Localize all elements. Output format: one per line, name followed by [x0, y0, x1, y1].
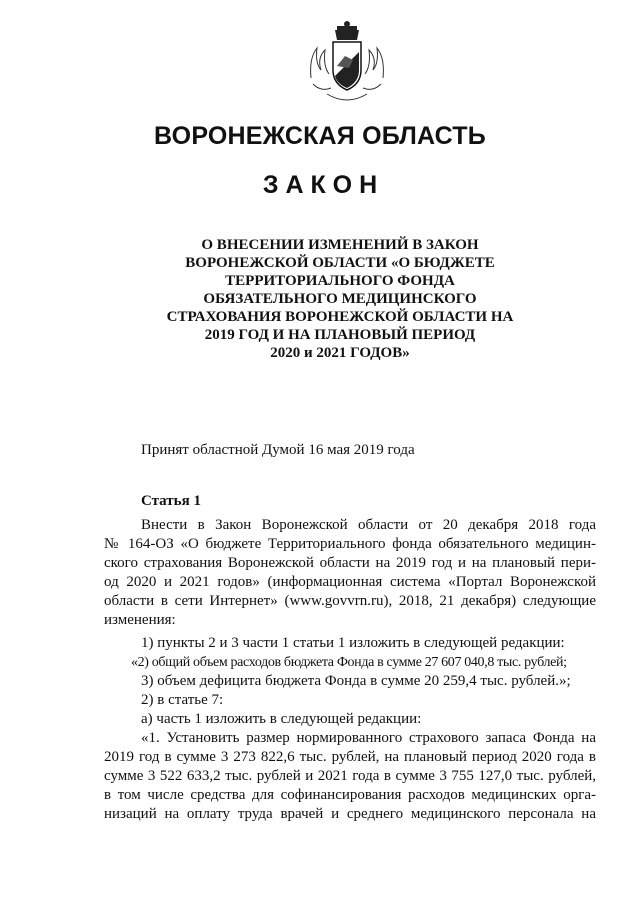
text-line: низаций на оплату труда врачей и среднего медицинского персонала на [104, 806, 596, 822]
text-line: 2019 год в сумме 3 273 822,6 тыс. рублей, на плановый период 2020 года в [104, 749, 596, 765]
text-line: Внести в Закон Воронежской области от 20 декабря 2018 года [141, 517, 596, 533]
adoption-date: Принят областной Думой 16 мая 2019 года [141, 442, 415, 458]
law-title-line: ВОРОНЕЖСКОЙ ОБЛАСТИ «О БЮДЖЕТЕ [185, 255, 495, 271]
text-line: сумме 3 522 633,2 тыс. рублей и 2021 года в сумме 3 755 127,0 тыс. рублей, [104, 768, 596, 784]
article-title: Статья 1 [141, 493, 201, 509]
law-title [140, 236, 540, 362]
region-title: ВОРОНЕЖСКАЯ ОБЛАСТЬ [154, 122, 486, 150]
law-title-line: 2020 и 2021 ГОДОВ» [270, 345, 410, 361]
text-line: «1. Установить размер нормированного страхового запаса Фонда на [141, 730, 596, 746]
law-title-line: 2019 ГОД И НА ПЛАНОВЫЙ ПЕРИОД [204, 327, 476, 343]
text-line: а) часть 1 изложить в следующей редакции: [141, 711, 422, 727]
text-line: 3) объем дефицита бюджета Фонда в сумме 20 259,4 тыс. рублей.»; [141, 673, 571, 689]
text-line: 2) в статье 7: [141, 692, 224, 708]
text-line: изменения: [104, 612, 176, 628]
law-title-line: ТЕРРИТОРИАЛЬНОГО ФОНДА [225, 273, 455, 289]
law-title-line: О ВНЕСЕНИИ ИЗМЕНЕНИЙ В ЗАКОН [201, 237, 479, 253]
article-paragraph [104, 516, 596, 630]
text-line: од 2020 и 2021 годов» (информационная система «Портал Воронежской [104, 574, 596, 590]
law-heading: З А К О Н [262, 171, 378, 199]
text-line: 1) пункты 2 и 3 части 1 статьи 1 изложить в следующей редакции: [141, 635, 565, 651]
text-line: № 164-ОЗ «О бюджете Территориального фонда обязательного медицин- [104, 536, 596, 552]
text-line: области в сети Интернет» (www.govvrn.ru), 2018, 21 декабря) следующие [104, 593, 596, 609]
text-line: ского страхования Воронежской области на 2019 год и на плановый пери- [104, 555, 596, 571]
text-line: в том числе средства для софинансирования расходов медицинских орга- [104, 787, 596, 803]
voronezh-coat-of-arms-icon [305, 18, 389, 108]
law-title-line: СТРАХОВАНИЯ ВОРОНЕЖСКОЙ ОБЛАСТИ НА [166, 309, 514, 325]
changes-list [104, 634, 596, 824]
text-line: «2) общий объем расходов бюджета Фонда в сумме 27 607 040,8 тыс. рублей; [131, 655, 567, 670]
law-title-line: ОБЯЗАТЕЛЬНОГО МЕДИЦИНСКОГО [203, 291, 477, 307]
